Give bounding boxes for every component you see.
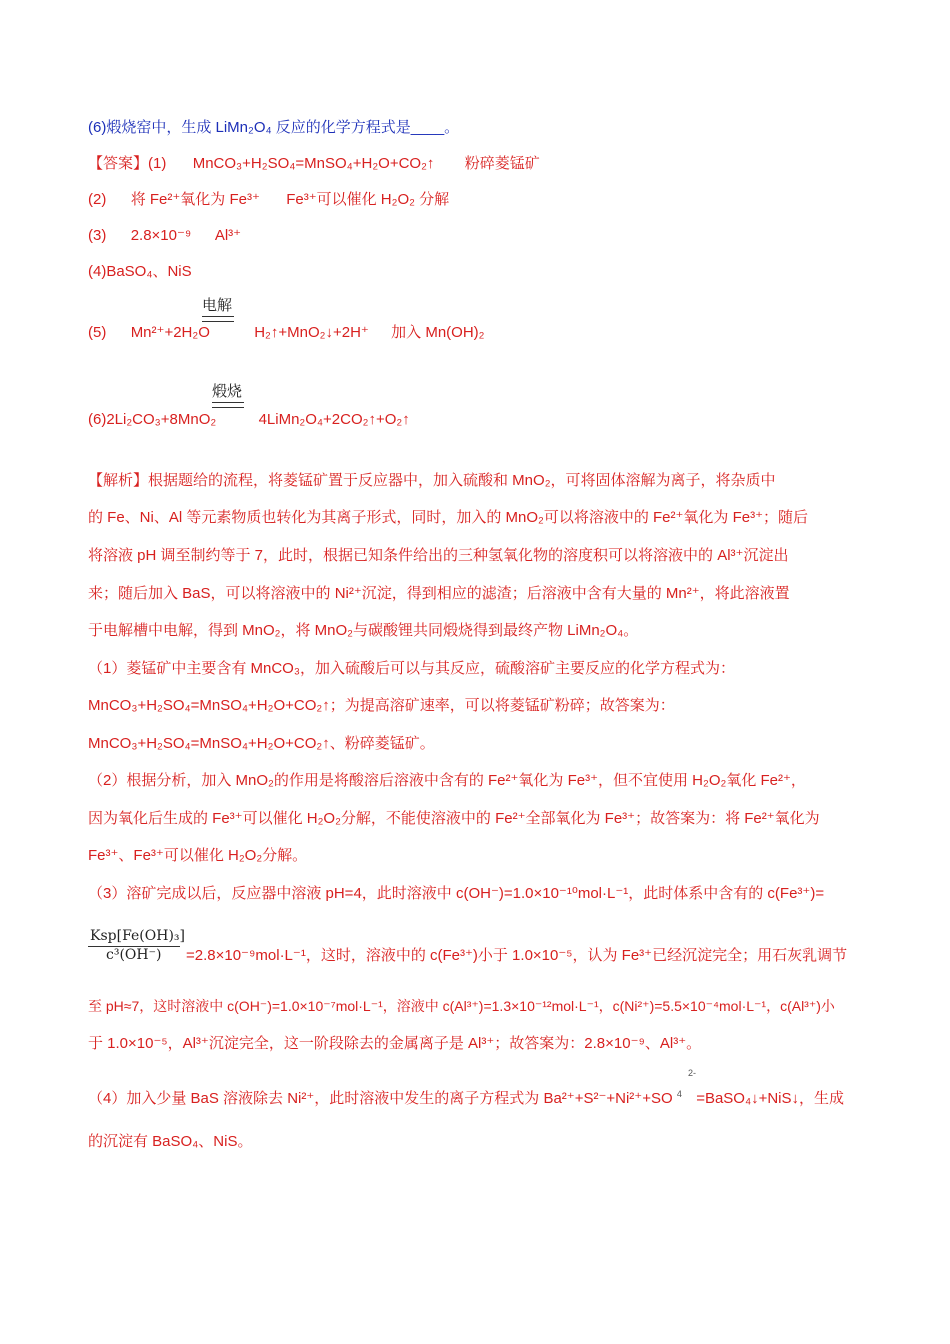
fraction-numerator: Ksp[Fe(OH)₃] [90,928,185,944]
analysis-p5-text: （4）加入少量 BaS 溶液除去 Ni²⁺，此时溶液中发生的离子方程式为 Ba²⁺+S²⁻+Ni²⁺+SO [88,1090,673,1107]
answer-3-extra: Al³⁺ [214,227,242,244]
answer-3-num: (3) [88,227,107,244]
answer-3-value: 2.8×10⁻⁹ [130,227,192,244]
answer-5 [88,323,485,343]
answer-5-num: (5) [88,324,107,341]
analysis-label: 【解析】 [88,472,149,489]
answer-1-equation: MnCO₃+H₂SO₄=MnSO₄+H₂O+CO₂↑ [192,155,435,172]
analysis-p3-line-2: 因为氧化后生成的 Fe³⁺可以催化 H₂O₂分解，不能使溶液中的 Fe²⁺全部氧化为 Fe³⁺；故答案为：将 Fe²⁺氧化为 [88,810,820,827]
answer-6-condition: 煅烧 [212,382,243,400]
analysis-p1-line-5: 于电解槽中电解，得到 MnO₂，将 MnO₂与碳酸锂共同煅烧得到最终产物 LiMn₂O₄。 [88,622,639,639]
analysis-p4-line-1: （3）溶矿完成以后，反应器中溶液 pH=4，此时溶液中 c(OH⁻)=1.0×10⁻¹⁰mol·L⁻¹，此时体系中含有的 c(Fe³⁺)= [88,885,825,902]
answer-2-extra: Fe³⁺可以催化 H₂O₂ 分解 [286,191,450,208]
answer-2-num: (2) [88,191,107,208]
analysis-p5-tail: =BaSO₄↓+NiS↓，生成 [696,1090,845,1107]
answer-1-num: (1) [148,155,167,172]
answer-5-left: Mn²⁺+2H₂O [130,324,210,341]
analysis-p2-line-1: （1）菱锰矿中主要含有 MnCO₃，加入硫酸后可以与其反应，硫酸溶矿主要反应的化学方程式为： [88,660,735,677]
answer-5-extra: 加入 Mn(OH)₂ [391,324,485,341]
answer-6-right: 4LiMn₂O₄+2CO₂↑+O₂↑ [258,411,410,428]
analysis-p4-line-4: 于 1.0×10⁻⁵，Al³⁺沉淀完全，这一阶段除去的金属离子是 Al³⁺；故答案为：2.8×10⁻⁹、Al³⁺。 [88,1035,702,1052]
answer-2-text: 将 Fe²⁺氧化为 Fe³⁺ [130,191,260,208]
answer-6 [88,410,410,430]
analysis-p2-line-3: MnCO₃+H₂SO₄=MnSO₄+H₂O+CO₂↑、粉碎菱锰矿。 [88,735,435,752]
analysis-p1-line-4: 来；随后加入 BaS，可以将溶液中的 Ni²⁺沉淀，得到相应的滤渣；后溶液中含有大量的 Mn²⁺，将此溶液置 [88,585,790,602]
analysis-p1-text-1: 根据题给的流程，将菱锰矿置于反应器中，加入硫酸和 MnO₂，可将固体溶解为离子，将杂质中 [148,472,776,489]
answer-label: 【答案】 [88,155,149,172]
analysis-p1-line-3: 将溶液 pH 调至制约等于 7，此时，根据已知条件给出的三种氢氧化物的溶度积可以将溶液中的 Al³⁺沉淀出 [88,547,789,564]
fraction-denominator: c³(OH⁻) [106,947,162,963]
question-6: (6)煅烧窑中，生成 LiMn₂O₄ 反应的化学方程式是____。 [88,119,460,136]
answer-1-extra: 粉碎菱锰矿 [464,155,540,172]
answer-5-condition: 电解 [202,296,233,314]
analysis-p3-line-1: （2）根据分析，加入 MnO₂的作用是将酸溶后溶液中含有的 Fe²⁺氧化为 Fe³⁺，但不宜使用 H₂O₂氧化 Fe²⁺， [88,772,806,789]
analysis-p1-line-1 [88,471,776,491]
sulfate-subscript: 4 [676,1089,682,1099]
analysis-p5-line-2: 的沉淀有 BaSO₄、NiS。 [88,1133,253,1150]
ksp-fraction [88,928,187,963]
analysis-p5-line-1 [88,1084,844,1109]
analysis-p2-line-2: MnCO₃+H₂SO₄=MnSO₄+H₂O+CO₂↑；为提高溶矿速率，可以将菱锰矿粉碎；故答案为： [88,697,675,714]
answer-5-reaction-arrow [202,316,234,322]
analysis-p4-line-3: 至 pH≈7，这时溶液中 c(OH⁻)=1.0×10⁻⁷mol·L⁻¹，溶液中 c(Al³⁺)=1.3×10⁻¹²mol·L⁻¹，c(Ni²⁺)=5.5×10⁻⁴mol·L⁻¹，c(Al³⁺)小 [88,998,835,1014]
answer-6-reaction-arrow [212,402,244,408]
answer-3 [88,226,241,246]
analysis-p3-line-3: Fe³⁺、Fe³⁺可以催化 H₂O₂分解。 [88,847,308,864]
answer-1 [88,154,540,174]
analysis-p4-line-2: =2.8×10⁻⁹mol·L⁻¹，这时，溶液中的 c(Fe³⁺)小于 1.0×10⁻⁵，认为 Fe³⁺已经沉淀完全；用石灰乳调节 [186,947,848,964]
sulfate-charge: 2- [688,1068,697,1078]
answer-4: (4)BaSO₄、NiS [88,263,192,280]
analysis-p1-line-2: 的 Fe、Ni、Al 等元素物质也转化为其离子形式，同时，加入的 MnO₂可以将溶液中的 Fe²⁺氧化为 Fe³⁺；随后 [88,509,809,526]
answer-6-left: (6)2Li₂CO₃+8MnO₂ [88,411,217,428]
answer-2 [88,190,449,210]
answer-5-right: H₂↑+MnO₂↓+2H⁺ [254,324,369,341]
